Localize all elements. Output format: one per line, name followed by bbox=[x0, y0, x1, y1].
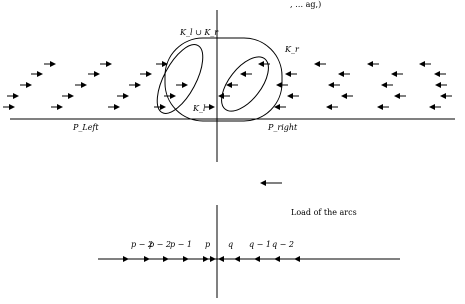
label-k-r: K_r bbox=[285, 45, 299, 54]
tick-label: p bbox=[205, 240, 211, 249]
arrows-right-group bbox=[3, 64, 214, 107]
arrows-left-group bbox=[219, 64, 452, 107]
label-p-left: P_Left bbox=[73, 123, 99, 132]
label-union: K_l ∪ K_r bbox=[180, 28, 219, 37]
tick-label: p − 1 bbox=[170, 240, 192, 249]
top-vector-field bbox=[3, 10, 455, 162]
tick-label: p − 2 bbox=[131, 240, 153, 249]
bottom-load-diagram bbox=[98, 205, 400, 298]
tick-label: q − 1 bbox=[249, 240, 271, 249]
header-fragment: , … ag,) bbox=[290, 0, 322, 9]
bottom-caption: Load of the arcs bbox=[291, 208, 357, 217]
ellipse-k-r bbox=[213, 49, 278, 119]
label-p-right: P_right bbox=[268, 123, 298, 132]
label-k-l: K_l bbox=[193, 104, 206, 113]
tick-label: p − 2 bbox=[149, 240, 171, 249]
tick-label: q − 2 bbox=[272, 240, 294, 249]
tick-label: q bbox=[228, 240, 234, 249]
